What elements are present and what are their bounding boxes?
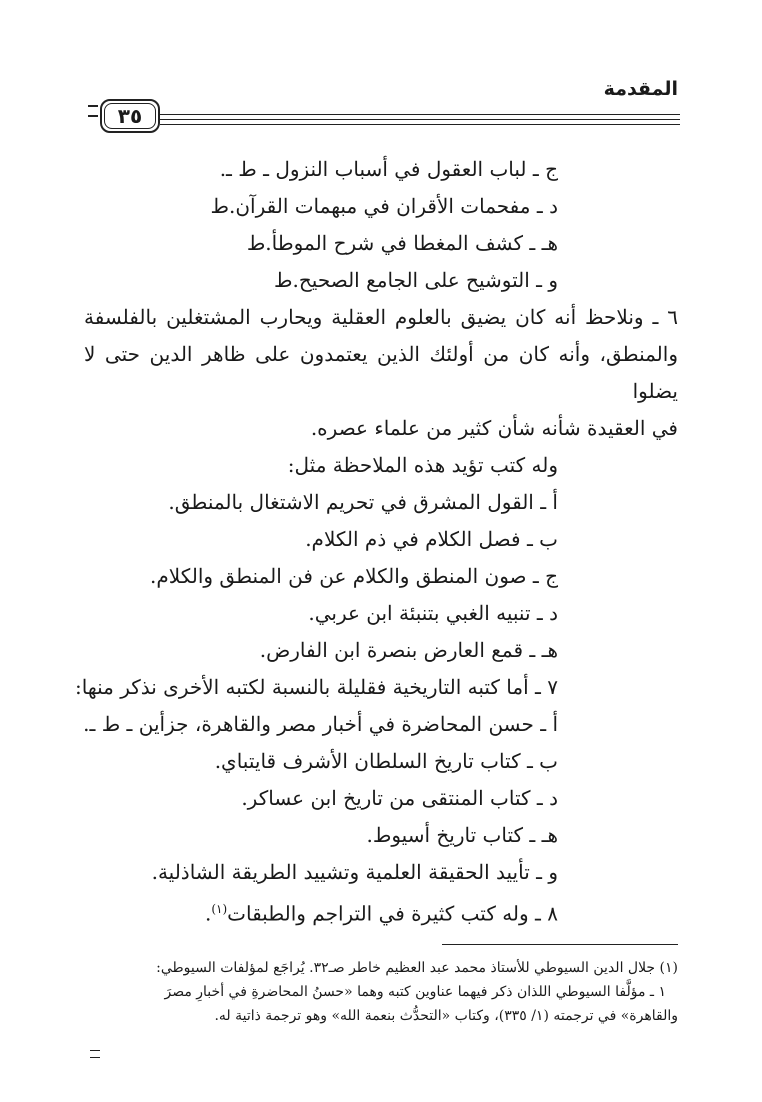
footnote-line: (١) جلال الدين السيوطي للأستاذ محمد عبد العظيم خاطر صـ٣٢. يُراجَع لمؤلفات السيوطي: bbox=[156, 960, 678, 976]
footnote-ref: (١) bbox=[211, 902, 228, 916]
page-number-text: ٣٥ bbox=[117, 104, 143, 128]
text-line: أ ـ القول المشرق في تحريم الاشتغال بالمنطق. bbox=[168, 490, 558, 514]
text-line: أ ـ حسن المحاضرة في أخبار مصر والقاهرة، جزأين ـ ط ـ. bbox=[83, 712, 558, 736]
footer-ornament bbox=[90, 1050, 100, 1058]
text-line: هـ ـ قمع العارض بنصرة ابن الفارض. bbox=[259, 638, 558, 662]
text-line: ٧ ـ أما كتبه التاريخية فقليلة بالنسبة لكتبه الأخرى نذكر منها: bbox=[75, 675, 558, 699]
text-line: في العقيدة شأنه شأن كثير من علماء عصره. bbox=[310, 416, 678, 440]
text-line: د ـ مفحمات الأقران في مبهمات القرآن.ط bbox=[210, 194, 558, 218]
text-line: ج ـ لباب العقول في أسباب النزول ـ ط ـ. bbox=[219, 157, 558, 181]
text-line: و ـ تأييد الحقيقة العلمية وتشييد الطريقة الشاذلية. bbox=[151, 860, 558, 884]
footnotes bbox=[84, 956, 678, 1028]
header-rule bbox=[160, 114, 680, 115]
text-line: ٦ ـ ونلاحظ أنه كان يضيق بالعلوم العقلية ويحارب المشتغلين بالفلسفة bbox=[84, 305, 678, 329]
text-line: هـ ـ كتاب تاريخ أسيوط. bbox=[366, 823, 558, 847]
text-line: ب ـ كتاب تاريخ السلطان الأشرف قايتباي. bbox=[214, 749, 558, 773]
text-line: د ـ تنبيه الغبي بتنبئة ابن عربي. bbox=[308, 601, 558, 625]
text-line: ب ـ فصل الكلام في ذم الكلام. bbox=[305, 527, 558, 551]
text-line-end: . bbox=[204, 901, 212, 926]
footnote-rule bbox=[442, 944, 678, 945]
main-text bbox=[75, 151, 678, 933]
page-number bbox=[100, 99, 160, 133]
text-line: والمنطق، وأنه كان من أولئك الذين يعتمدون على ظاهر الدين حتى لا يضلوا bbox=[84, 342, 678, 403]
text-line: هـ ـ كشف المغطا في شرح الموطأ.ط bbox=[246, 231, 558, 255]
text-line: ج ـ صون المنطق والكلام عن فن المنطق والكلام. bbox=[150, 564, 558, 588]
header-ornament bbox=[88, 105, 98, 117]
header-rule bbox=[160, 124, 680, 125]
text-line bbox=[84, 891, 678, 933]
footnote-line: ١ ـ مؤلَّفا السيوطي اللذان ذكر فيهما عناوين كتبه وهما «حسنُ المحاضرةِ في أخبارِ مصرَ bbox=[164, 984, 666, 1000]
text-line: وله كتب تؤيد هذه الملاحظة مثل: bbox=[287, 453, 558, 477]
text-line: و ـ التوشيح على الجامع الصحيح.ط bbox=[274, 268, 558, 292]
footnote-line: والقاهرة» في ترجمته (١/ ٣٣٥)، وكتاب «التحدُّث بنعمة الله» وهو ترجمة ذاتية له. bbox=[214, 1008, 678, 1024]
text-line-content: ٨ ـ وله كتب كثيرة في التراجم والطبقات bbox=[227, 901, 558, 926]
header-rule bbox=[160, 119, 680, 120]
running-title: المقدمة bbox=[603, 78, 678, 100]
text-line: د ـ كتاب المنتقى من تاريخ ابن عساكر. bbox=[241, 786, 558, 810]
